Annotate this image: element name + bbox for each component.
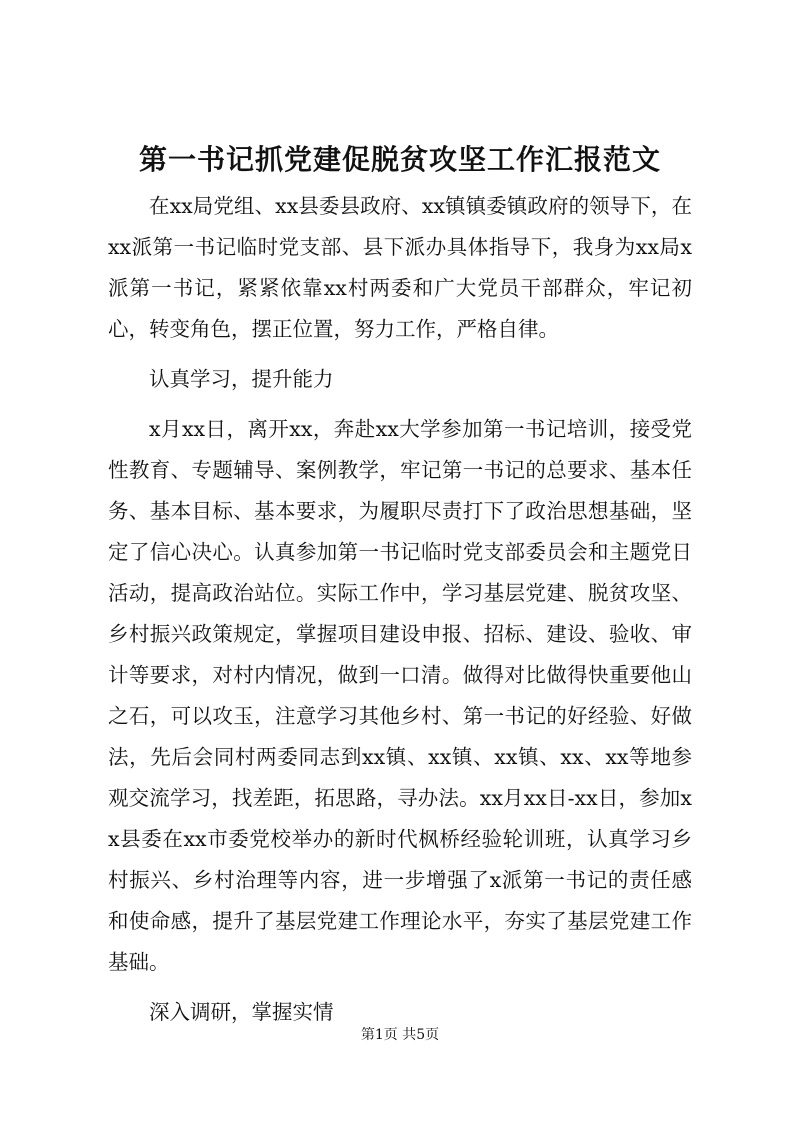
page-indicator: 第1页 共5页	[360, 1027, 440, 1043]
intro-paragraph: 在xx局党组、xx县委县政府、xx镇镇委镇政府的领导下，在xx派第一书记临时党支部、县下派办具体指导下，我身为xx局x派第一书记，紧紧依靠xx村两委和广大党员干部群众，牢记初心，转变角色，摆正位置，努力工作，严格自律。	[108, 194, 692, 341]
document-title: 第一书记抓党建促脱贫攻坚工作汇报范文	[138, 143, 661, 176]
document-body	[108, 186, 692, 1033]
study-paragraph: x月xx日，离开xx，奔赴xx大学参加第一书记培训，接受党性教育、专题辅导、案例教学，牢记第一书记的总要求、基本任务、基本目标、基本要求，为履职尽责打下了政治思想基础，坚定了信心决心。认真参加第一书记临时党支部委员会和主题党日活动，提高政治站位。实际工作中，学习基层党建、脱贫攻坚、乡村振兴政策规定，掌握项目建设申报、招标、建设、验收、审计等要求，对村内情况，做到一口清。做得对比做得快重要他山之石，可以攻玉，注意学习其他乡村、第一书记的好经验、好做法，先后会同村两委同志到xx镇、xx镇、xx镇、xx、xx等地参观交流学习，找差距，拓思路，寻办法。xx月xx日-xx日，参加xx县委在xx市委党校举办的新时代枫桥经验轮训班，认真学习乡村振兴、乡村治理等内容，进一步增强了x派第一书记的责任感和使命感，提升了基层党建工作理论水平，夯实了基层党建工作基础。	[108, 417, 692, 974]
section-heading-research: 深入调研，掌握实情	[149, 1000, 334, 1024]
section-heading-study: 认真学习，提升能力	[149, 367, 334, 391]
